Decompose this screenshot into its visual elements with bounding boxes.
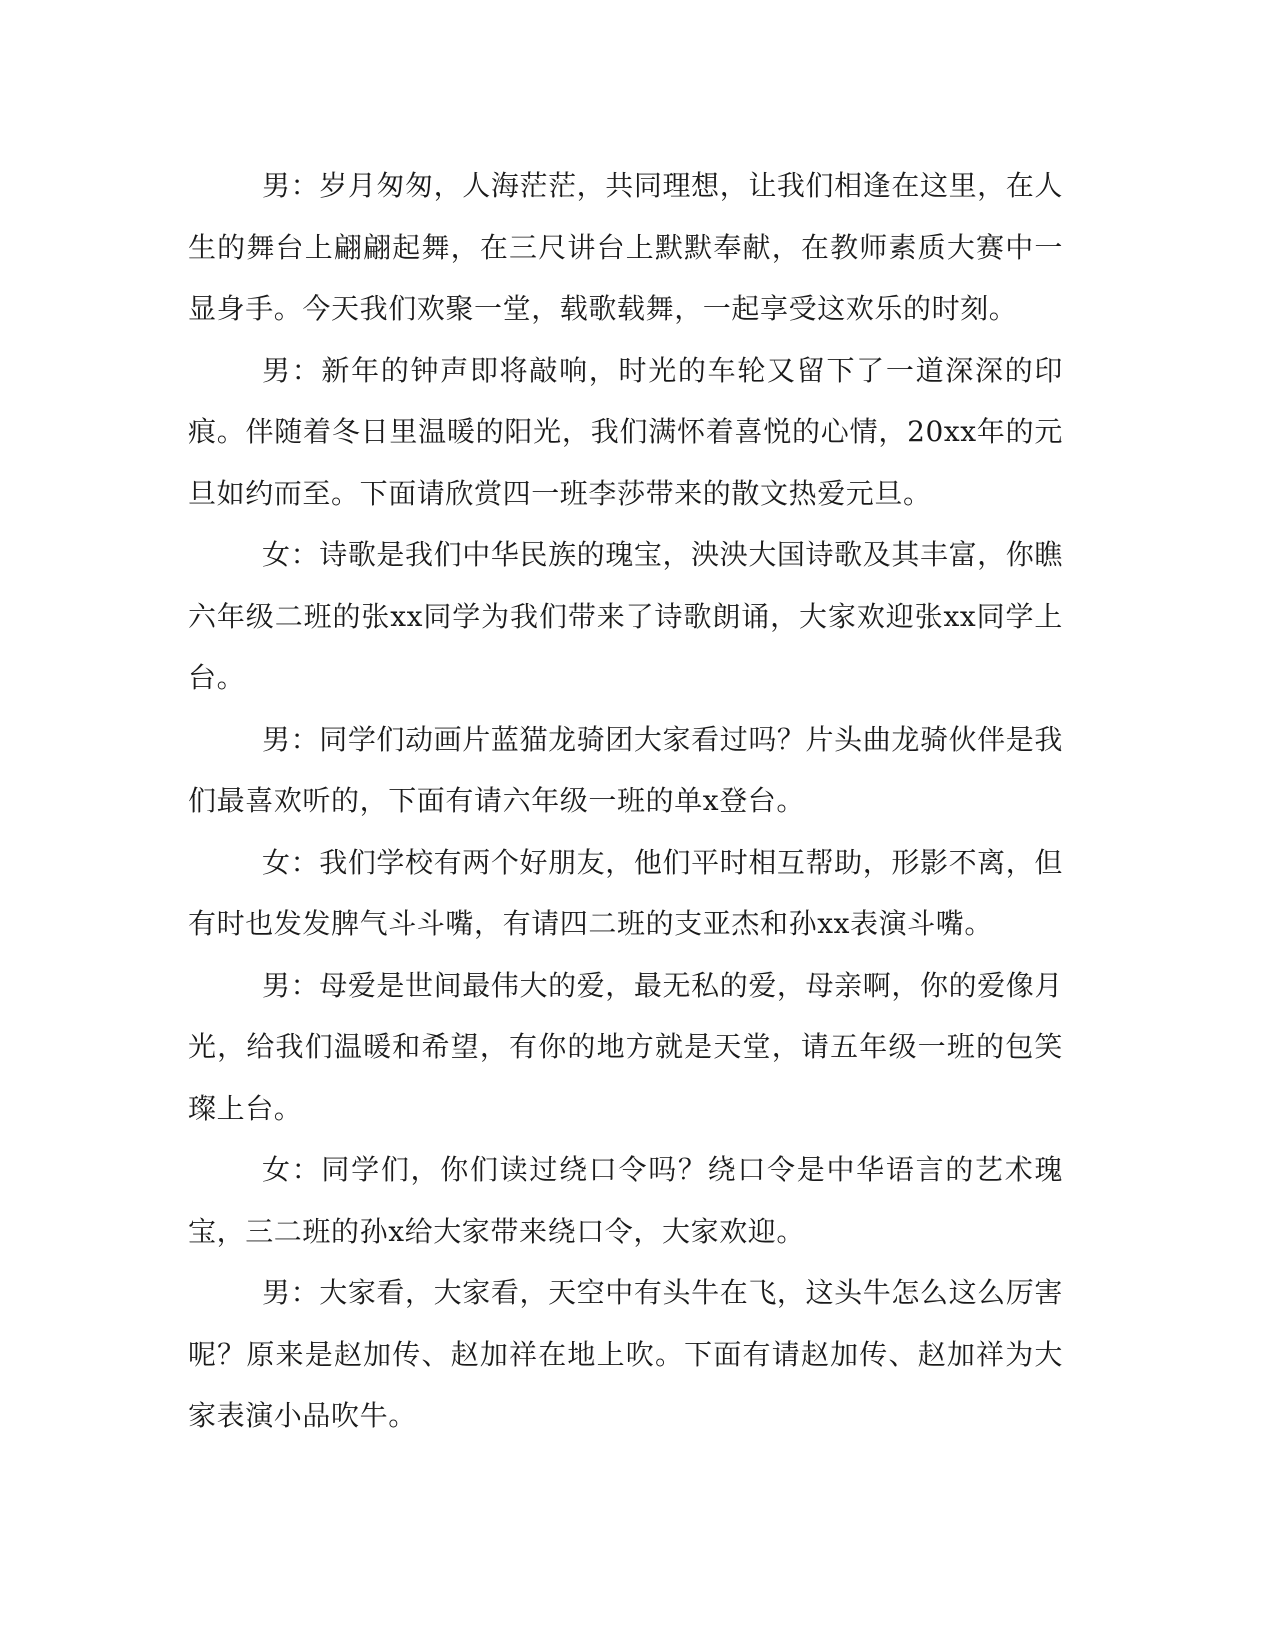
- paragraph: 男：母爱是世间最伟大的爱，最无私的爱，母亲啊，你的爱像月光，给我们温暖和希望，有你的地方就是天堂，请五年级一班的包笑璨上台。: [188, 968, 1063, 1125]
- paragraph: 女：同学们，你们读过绕口令吗？绕口令是中华语言的艺术瑰宝，三二班的孙x给大家带来绕口令，大家欢迎。: [188, 1153, 1063, 1248]
- paragraph: 男：同学们动画片蓝猫龙骑团大家看过吗？片头曲龙骑伙伴是我们最喜欢听的，下面有请六年级一班的单x登台。: [188, 722, 1063, 817]
- paragraph: 女：我们学校有两个好朋友，他们平时相互帮助，形影不离，但有时也发发脾气斗斗嘴，有请四二班的支亚杰和孙xx表演斗嘴。: [188, 845, 1063, 940]
- paragraph: 男：新年的钟声即将敲响，时光的车轮又留下了一道深深的印痕。伴随着冬日里温暖的阳光，我们满怀着喜悦的心情，20xx年的元旦如约而至。下面请欣赏四一班李莎带来的散文热爱元旦。: [188, 353, 1063, 510]
- paragraph: 男：岁月匆匆，人海茫茫，共同理想，让我们相逢在这里，在人生的舞台上翩翩起舞，在三尺讲台上默默奉献，在教师素质大赛中一显身手。今天我们欢聚一堂，载歌载舞，一起享受这欢乐的时刻。: [188, 169, 1063, 325]
- paragraph: 女：诗歌是我们中华民族的瑰宝，泱泱大国诗歌及其丰富，你瞧六年级二班的张xx同学为我们带来了诗歌朗诵，大家欢迎张xx同学上台。: [188, 538, 1063, 694]
- paragraph: 男：大家看，大家看，天空中有头牛在飞，这头牛怎么这么厉害呢？原来是赵加传、赵加祥在地上吹。下面有请赵加传、赵加祥为大家表演小品吹牛。: [188, 1276, 1063, 1432]
- document-body: [188, 155, 1063, 1447]
